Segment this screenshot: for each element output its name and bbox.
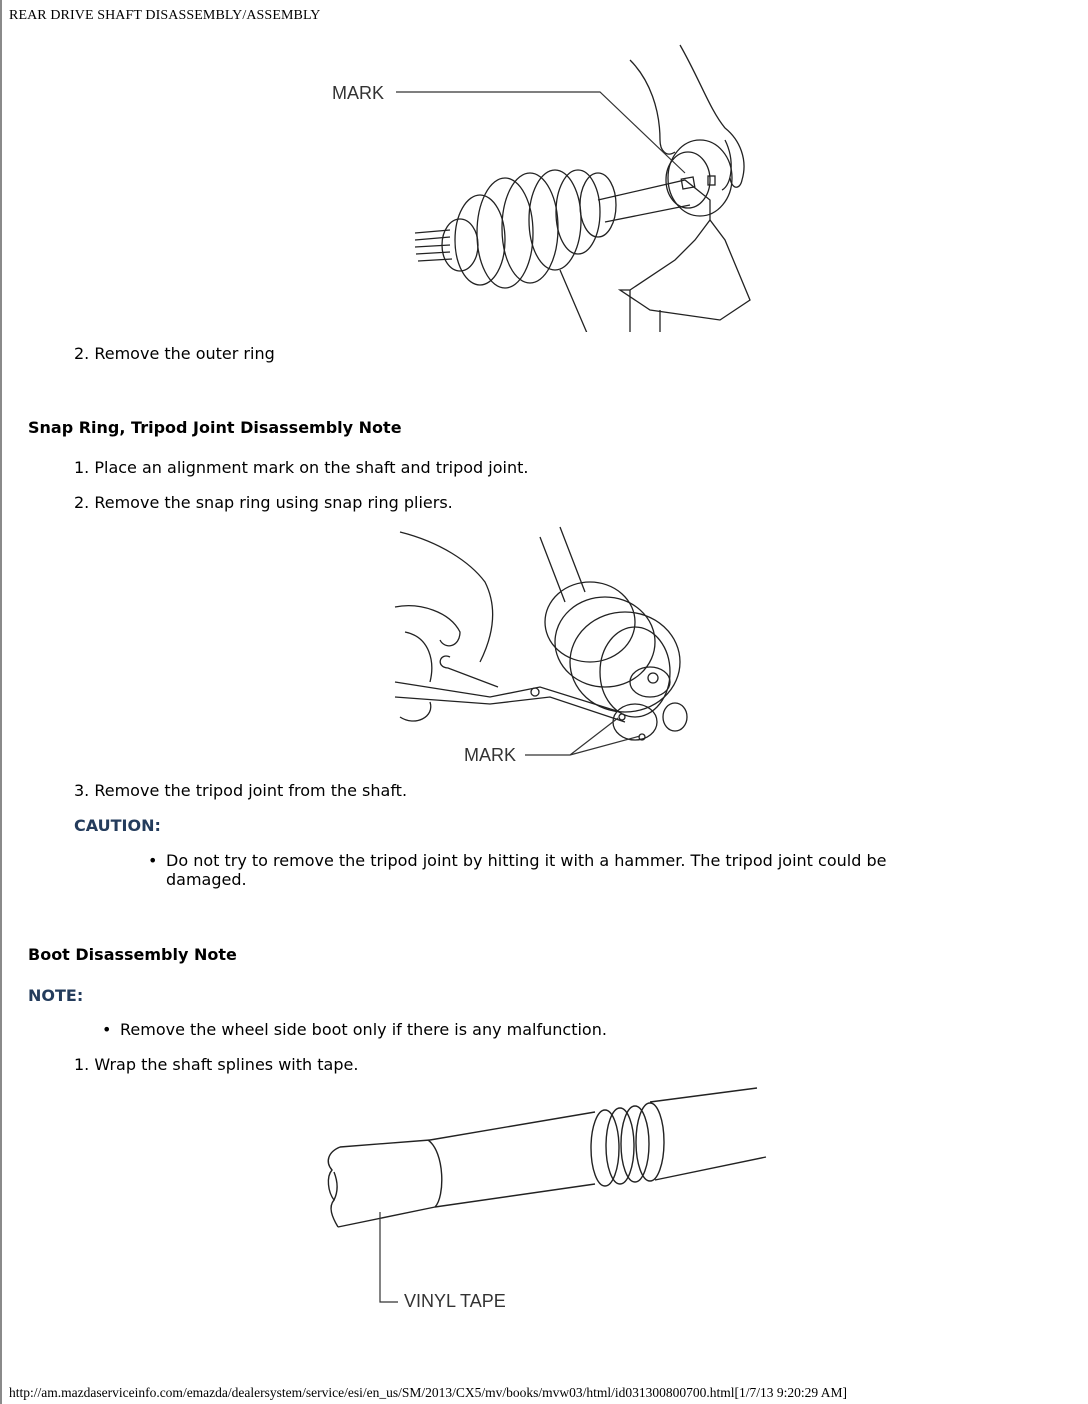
step-remove-tripod-joint: 3. Remove the tripod joint from the shaft. — [74, 781, 408, 800]
figure-label-vinyl-tape: VINYL TAPE — [404, 1291, 506, 1311]
note-text: Remove the wheel side boot only if there is any malfunction. — [120, 1020, 607, 1039]
figure-outer-ring-mark — [330, 40, 770, 332]
figure-vinyl-tape — [320, 1082, 770, 1312]
page-header: REAR DRIVE SHAFT DISASSEMBLY/ASSEMBLY — [9, 8, 321, 23]
page-footer-url: http://am.mazdaserviceinfo.com/emazda/dealersystem/service/esi/en_us/SM/2013/CX5/mv/books/mvw03/html/id031300800700.html[1/7/13 9:20:29 AM] — [9, 1385, 848, 1400]
step-remove-outer-ring: 2. Remove the outer ring — [74, 344, 275, 363]
caution-label: CAUTION: — [74, 816, 161, 835]
step-remove-snap-ring: 2. Remove the snap ring using snap ring pliers. — [74, 493, 453, 512]
step-wrap-shaft-splines: 1. Wrap the shaft splines with tape. — [74, 1055, 359, 1074]
page-left-border — [0, 0, 2, 1404]
step-place-alignment-mark: 1. Place an alignment mark on the shaft and tripod joint. — [74, 458, 529, 477]
caution-text-line2: damaged. — [166, 870, 247, 889]
caution-text-line1: Do not try to remove the tripod joint by hitting it with a hammer. The tripod joint could be — [166, 851, 887, 870]
note-bullet: • — [102, 1020, 112, 1039]
caution-bullet: • — [148, 851, 158, 870]
section-heading-snap-ring: Snap Ring, Tripod Joint Disassembly Note — [28, 418, 402, 437]
figure-snap-ring-pliers — [390, 522, 710, 772]
section-heading-boot: Boot Disassembly Note — [28, 945, 237, 964]
note-label: NOTE: — [28, 986, 84, 1005]
figure-label-mark-2: MARK — [464, 745, 517, 765]
figure-label-mark-1: MARK — [332, 83, 385, 103]
